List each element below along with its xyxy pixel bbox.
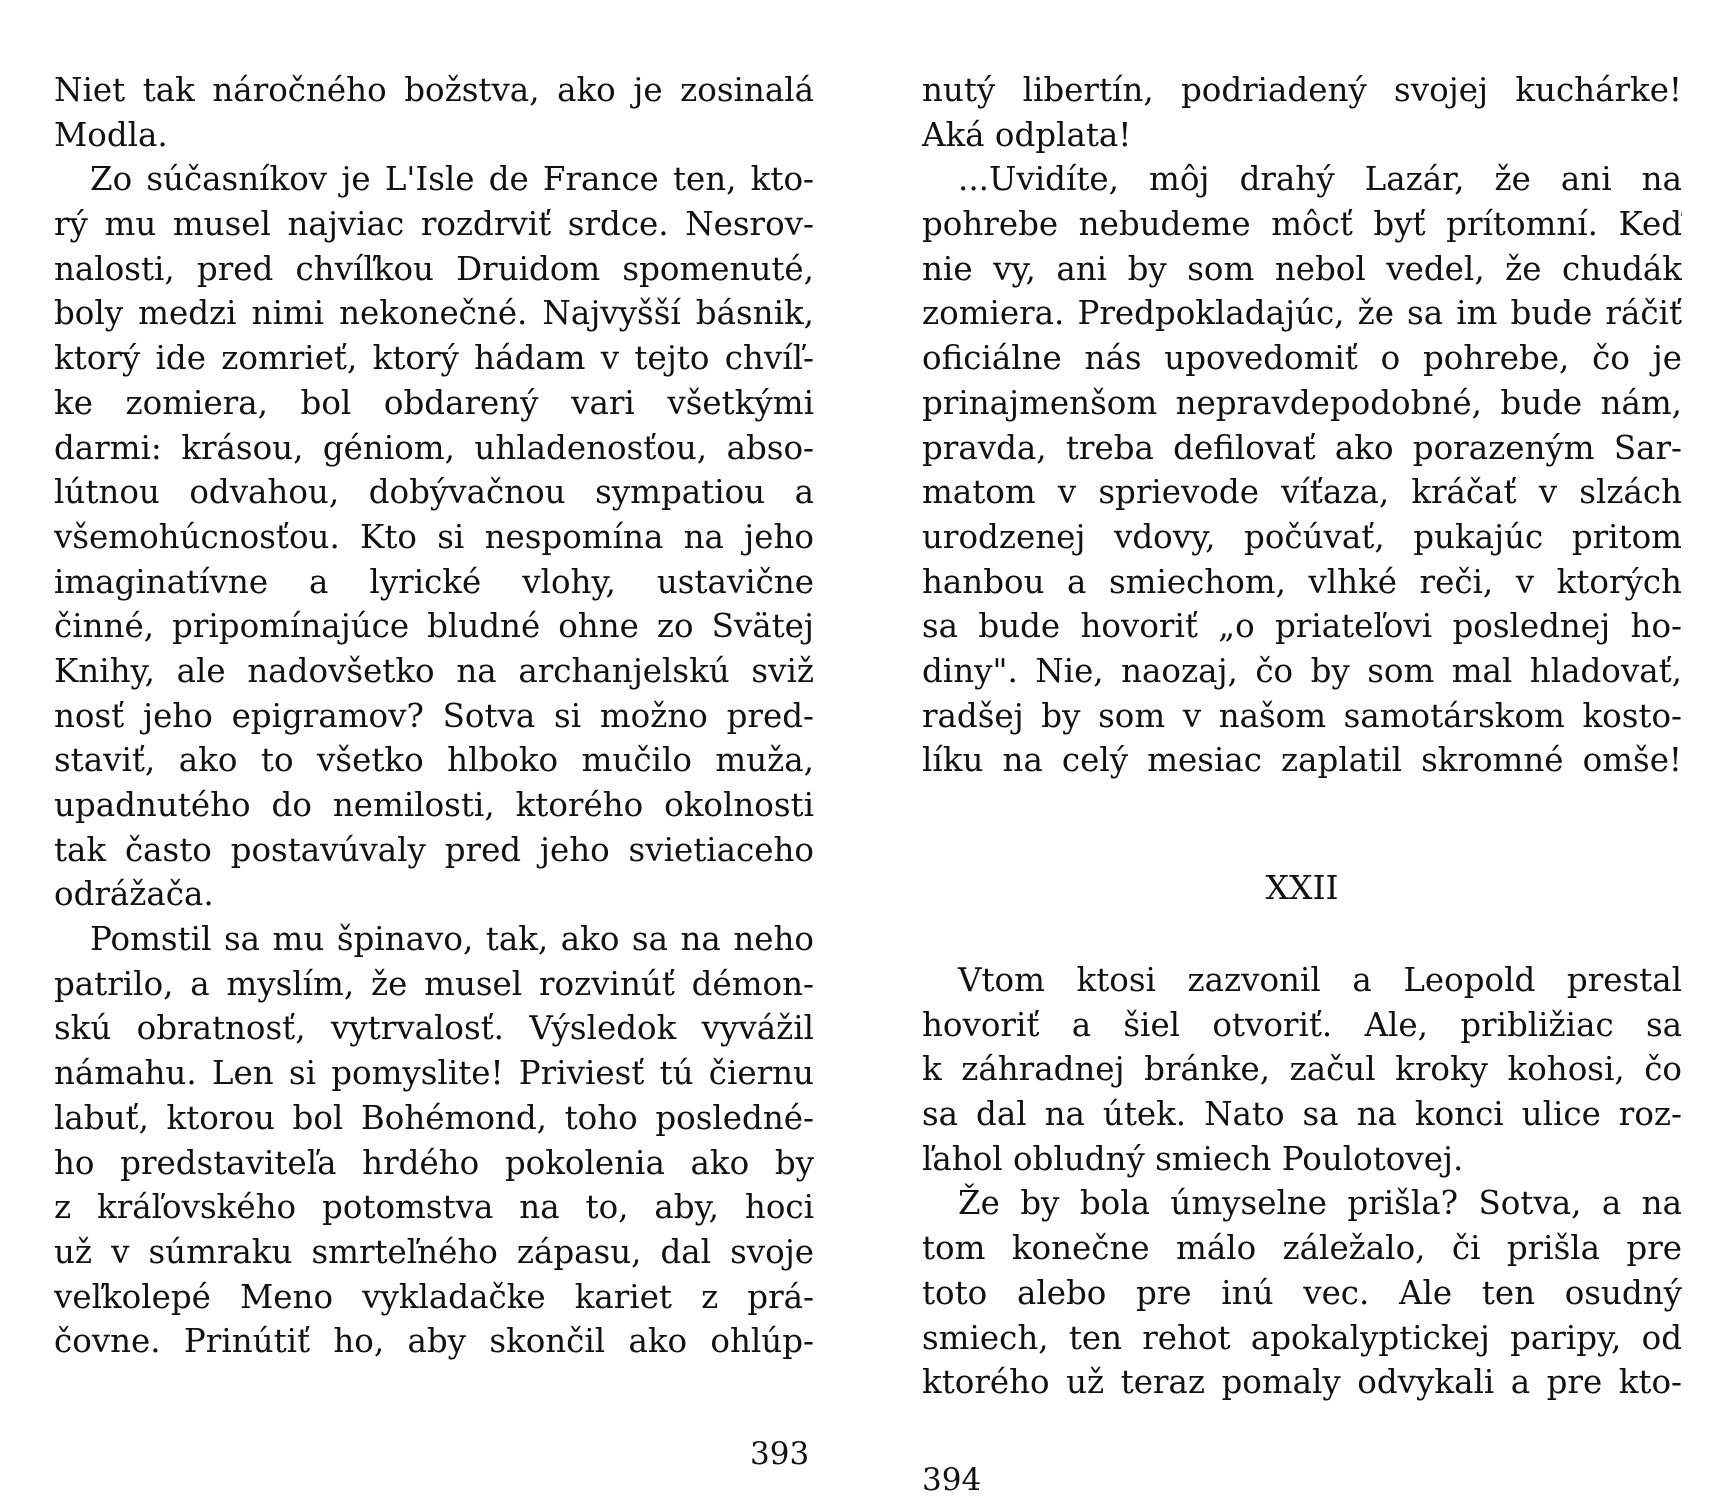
text-line: skú obratnosť, vytrvalosť. Výsledok vyvážil	[54, 1009, 814, 1048]
text-line: toto alebo pre inú vec. Ale ten osudný	[922, 1273, 1682, 1312]
text-line: boly medzi nimi nekonečné. Najvyšší básnik,	[54, 294, 814, 333]
text-line: líku na celý mesiac zaplatil skromné omše!	[922, 741, 1682, 780]
text-line: prinajmenšom nepravdepodobné, bude nám,	[922, 383, 1682, 422]
text-line: zomiera. Predpokladajúc, že sa im bude ráčiť	[922, 294, 1682, 333]
text-line: sa bude hovoriť „o priateľovi poslednej ho-	[922, 607, 1682, 646]
text-line: staviť, ako to všetko hlboko mučilo muža,	[54, 741, 814, 780]
text-line: smiech, ten rehot apokalyptickej paripy, od	[922, 1318, 1682, 1357]
text-line: Modla.	[54, 115, 168, 154]
text-line: nosť jeho epigramov? Sotva si možno pred-	[54, 696, 814, 735]
right-page-lower-text	[922, 958, 1682, 1405]
text-line: Vtom ktosi zazvonil a Leopold prestal	[958, 961, 1682, 999]
text-line: pohrebe nebudeme môcť byť prítomní. Keď	[922, 205, 1682, 244]
text-line: Že by bola úmyselne prišla? Sotva, a na	[958, 1184, 1682, 1223]
text-line: urodzenej vdovy, počúvať, pukajúc pritom	[922, 517, 1682, 556]
text-line: nutý libertín, podriadený svojej kuchárke!	[922, 71, 1682, 109]
left-page	[54, 0, 814, 1500]
text-line: k záhradnej bránke, začul kroky kohosi, čo	[922, 1050, 1682, 1089]
text-line: ktorého už teraz pomaly odvykali a pre kto-	[922, 1363, 1682, 1402]
text-line: pravda, treba defilovať ako porazeným Sar-	[922, 428, 1682, 467]
text-line: ľahol obludný smiech Poulotovej.	[922, 1139, 1464, 1178]
text-line: nalosti, pred chvíľkou Druidom spomenuté,	[54, 249, 814, 288]
text-line: imaginatívne a lyrické vlohy, ustavične	[54, 562, 814, 601]
text-line: čovne. Prinútiť ho, aby skončil ako ohlúp-	[54, 1322, 814, 1361]
text-line: Zo súčasníkov je L'Isle de France ten, kto-	[90, 160, 814, 199]
text-line: z kráľovského potomstva na to, aby, hoci	[54, 1188, 814, 1227]
text-line: Knihy, ale nadovšetko na archanjelskú sviž	[54, 651, 814, 690]
text-line: hanbou a smiechom, vlhké reči, v ktorých	[922, 562, 1682, 601]
text-line: rý mu musel najviac rozdrviť srdce. Nesrov-	[54, 205, 814, 244]
text-line: veľkolepé Meno vykladačke kariet z prá-	[54, 1277, 814, 1316]
right-page-text	[922, 68, 1682, 783]
text-line: labuť, ktorou bol Bohémond, toho posledné-	[54, 1098, 814, 1137]
text-line: matom v sprievode víťaza, kráčať v slzách	[922, 473, 1682, 512]
text-line: sa dal na útek. Nato sa na konci ulice roz-	[922, 1095, 1682, 1134]
text-line: diny". Nie, naozaj, čo by som mal hladovať,	[922, 651, 1682, 690]
page-number-right: 394	[922, 1462, 982, 1498]
text-line: Pomstil sa mu špinavo, tak, ako sa na neho	[90, 920, 814, 959]
text-line: upadnutého do nemilosti, ktorého okolnosti	[54, 786, 814, 825]
text-line: ke zomiera, bol obdarený vari všetkými	[54, 383, 814, 422]
text-line: Aká odplata!	[922, 115, 1132, 154]
chapter-heading: XXII	[1265, 868, 1339, 907]
text-line: lútnou odvahou, dobývačnou sympatiou a	[54, 473, 814, 512]
text-line: radšej by som v našom samotárskom kosto-	[922, 696, 1682, 735]
text-line: ktorý ide zomrieť, ktorý hádam v tejto chvíľ-	[54, 339, 814, 378]
text-line: tak často postavúvaly pred jeho svietiaceho	[54, 830, 814, 869]
text-line: odrážača.	[54, 875, 214, 914]
text-line: oficiálne nás upovedomiť o pohrebe, čo je	[922, 339, 1682, 378]
text-line: námahu. Len si pomyslite! Priviesť tú čiernu	[54, 1054, 814, 1093]
text-line: patrilo, a myslím, že musel rozvinúť démon-	[54, 964, 814, 1003]
text-line: hovoriť a šiel otvoriť. Ale, približiac sa	[922, 1005, 1682, 1044]
text-line: všemohúcnosťou. Kto si nespomína na jeho	[54, 517, 814, 556]
text-line: ho predstaviteľa hrdého pokolenia ako by	[54, 1143, 814, 1182]
page-number-left: 393	[750, 1436, 810, 1472]
text-line: nie vy, ani by som nebol vedel, že chudák	[922, 249, 1682, 288]
left-page-text	[54, 68, 814, 1364]
text-line: už v súmraku smrteľného zápasu, dal svoje	[54, 1232, 814, 1271]
text-line: Niet tak náročného božstva, ako je zosinalá	[54, 71, 814, 109]
text-line: darmi: krásou, géniom, uhladenosťou, abso-	[54, 428, 814, 467]
text-line: tom konečne málo záležalo, či prišla pre	[922, 1229, 1682, 1268]
text-line: ...Uvidíte, môj drahý Lazár, že ani na	[958, 160, 1682, 199]
right-page	[922, 0, 1682, 1500]
text-line: činné, pripomínajúce bludné ohne zo Svätej	[54, 607, 814, 646]
